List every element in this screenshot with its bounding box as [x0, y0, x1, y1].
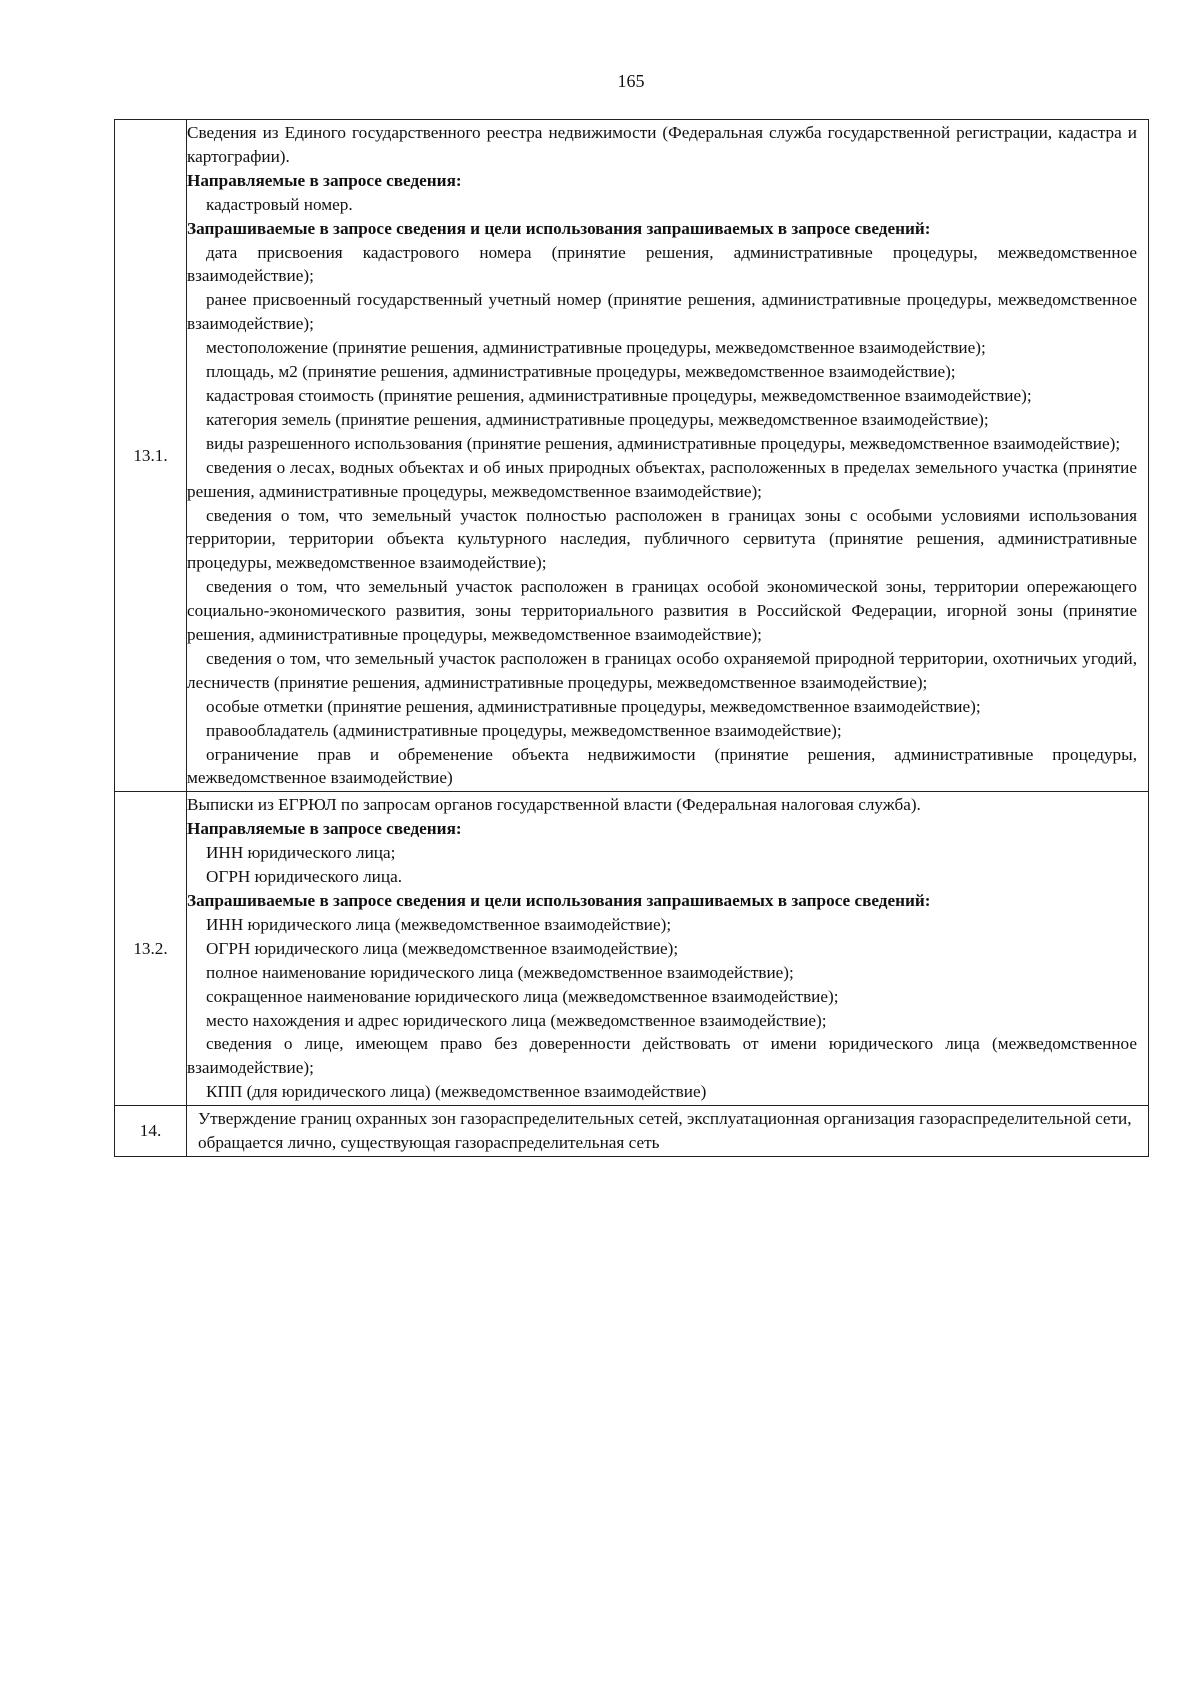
row-text: Утверждение границ охранных зон газораспределительных сетей, эксплуатационная организация газораспределительной сети, обращается лично, существующая газораспределительная сеть [198, 1109, 1132, 1153]
requested-item: место нахождения и адрес юридического лица (межведомственное взаимодействие); [206, 1010, 827, 1030]
requested-item: категория земель (принятие решения, административные процедуры, межведомственное взаимодействие); [206, 409, 989, 429]
requested-item: ИНН юридического лица (межведомственное взаимодействие); [206, 914, 672, 934]
requested-item: кадастровая стоимость (принятие решения, административные процедуры, межведомственное взаимодействие); [206, 385, 1032, 405]
requested-heading: Запрашиваемые в запросе сведения и цели использования запрашиваемых в запросе сведений: [187, 218, 931, 238]
requested-item: сведения о том, что земельный участок расположен в границах особо охраняемой природной территории, охотничьих угодий, лесничеств (принятие решения, административные процедуры, межведомственное взаимодействие); [187, 648, 1137, 692]
sent-heading: Направляемые в запросе сведения: [187, 819, 462, 839]
page-number: 165 [617, 71, 645, 91]
requested-item: местоположение (принятие решения, административные процедуры, межведомственное взаимодействие); [206, 338, 986, 358]
requested-item: площадь, м2 (принятие решения, административные процедуры, межведомственное взаимодействие); [206, 362, 956, 382]
row-number: 13.1. [115, 120, 187, 792]
requested-item: особые отметки (принятие решения, административные процедуры, межведомственное взаимодействие); [206, 696, 981, 716]
sent-item: ОГРН юридического лица. [206, 867, 403, 887]
row-content [187, 792, 1149, 1106]
row-number: 13.2. [115, 792, 187, 1106]
requested-item: дата присвоения кадастрового номера (принятие решения, административные процедуры, межведомственное взаимодействие); [187, 242, 1137, 286]
row-title: Сведения из Единого государственного реестра недвижимости (Федеральная служба государственной регистрации, кадастра и картографии). [187, 123, 1137, 166]
row-content [187, 1106, 1149, 1157]
requested-item: ограничение прав и обременение объекта недвижимости (принятие решения, административные процедуры, межведомственное взаимодействие) [187, 744, 1137, 788]
requested-item: сведения о лице, имеющем право без доверенности действовать от имени юридического лица (межведомственное взаимодействие); [187, 1034, 1137, 1078]
requested-item: сокращенное наименование юридического лица (межведомственное взаимодействие); [206, 986, 839, 1006]
requested-item: полное наименование юридического лица (межведомственное взаимодействие); [206, 962, 794, 982]
requested-item: сведения о лесах, водных объектах и об иных природных объектах, расположенных в пределах земельного участка (принятие решения, административные процедуры, межведомственное взаимодействие); [187, 457, 1137, 501]
sent-item: кадастровый номер. [206, 194, 353, 214]
requested-item: ОГРН юридического лица (межведомственное взаимодействие); [206, 938, 679, 958]
table-row [115, 792, 1149, 1106]
row-number: 14. [115, 1106, 187, 1157]
requested-item: сведения о том, что земельный участок полностью расположен в границах зоны с особыми условиями использования территории, территории объекта культурного наследия, публичного сервитута (принятие решения, административные процедуры, межведомственное взаимодействие); [187, 505, 1137, 573]
table-row [115, 120, 1149, 792]
sent-item: ИНН юридического лица; [206, 843, 396, 863]
requested-item: КПП (для юридического лица) (межведомственное взаимодействие) [206, 1082, 707, 1102]
requested-heading: Запрашиваемые в запросе сведения и цели использования запрашиваемых в запросе сведений: [187, 891, 931, 910]
row-title: Выписки из ЕГРЮЛ по запросам органов государственной власти (Федеральная налоговая служба). [187, 795, 921, 815]
requested-item: правообладатель (административные процедуры, межведомственное взаимодействие); [206, 720, 842, 740]
services-table [114, 119, 1149, 1157]
requested-item: ранее присвоенный государственный учетный номер (принятие решения, административные процедуры, межведомственное взаимодействие); [187, 290, 1137, 334]
row-content [187, 120, 1149, 792]
requested-item: виды разрешенного использования (принятие решения, административные процедуры, межведомственное взаимодействие); [206, 433, 1121, 453]
requested-item: сведения о том, что земельный участок расположен в границах особой экономической зоны, территории опережающего социально-экономического развития, зоны территориального развития в Российской Федерации, игорной зоны (принятие решения, административные процедуры, межведомственное взаимодействие); [187, 577, 1137, 645]
table-row [115, 1106, 1149, 1157]
sent-heading: Направляемые в запросе сведения: [187, 170, 462, 190]
